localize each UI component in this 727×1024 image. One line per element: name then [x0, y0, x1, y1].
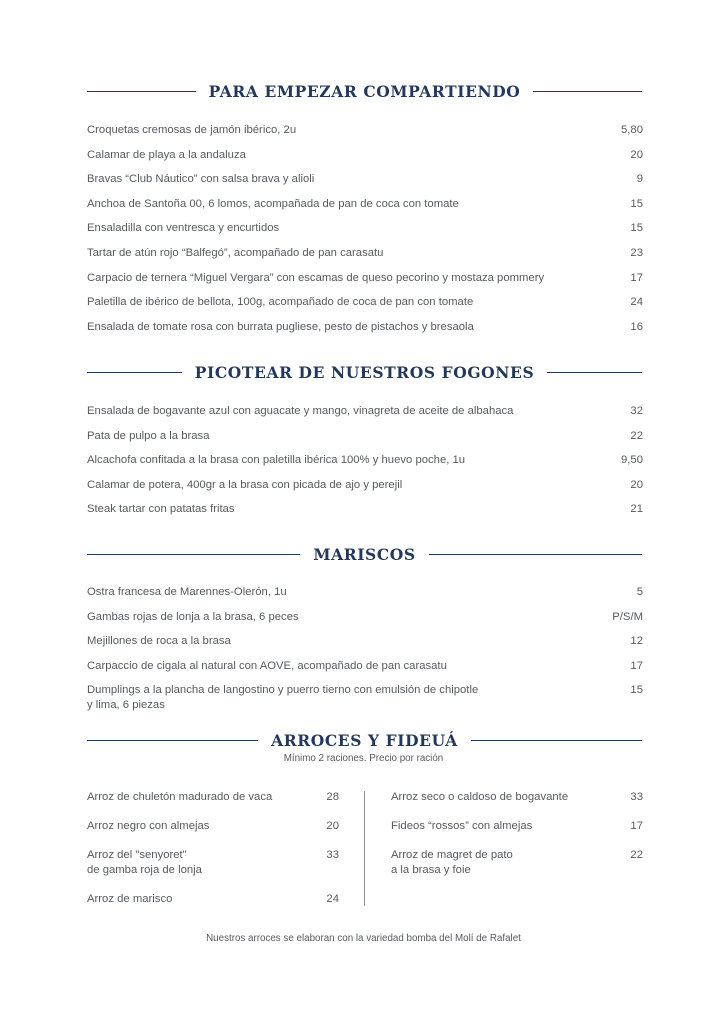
- dish-price: 20: [630, 478, 643, 491]
- menu-item: [87, 659, 643, 684]
- dish-name: Steak tartar con patatas fritas: [87, 503, 235, 516]
- dish-name: Arroz negro con almejas: [87, 820, 210, 833]
- divider: [87, 740, 258, 741]
- dish-price: 9,50: [621, 454, 643, 467]
- dish-name: Ostra francesa de Marennes-Olerón, 1u: [87, 586, 287, 598]
- dish-price: 22: [630, 429, 643, 442]
- menu-item: [87, 892, 339, 921]
- menu-list-mariscos: [87, 585, 643, 713]
- rice-list-left: [87, 790, 339, 922]
- dish-price: 17: [630, 271, 643, 284]
- dish-name: Croquetas cremosas de jamón ibérico, 2u: [87, 124, 297, 136]
- dish-name: Fideos “rossos” con almejas: [391, 820, 533, 833]
- dish-name: Ensalada de tomate rosa con burrata pugliese, pesto de pistachos y bresaola: [87, 320, 474, 333]
- divider: [87, 91, 196, 92]
- menu-item: [87, 320, 643, 345]
- dish-price: 21: [630, 503, 643, 516]
- menu-item: [87, 197, 643, 222]
- dish-price: 28: [326, 791, 339, 803]
- menu-item: [87, 790, 339, 819]
- dish-price: 24: [326, 893, 339, 906]
- dish-price: 5: [636, 586, 643, 598]
- section-header-para-empezar: [87, 82, 642, 101]
- menu-item: [87, 610, 643, 635]
- dish-name: Ensaladilla con ventresca y encurtidos: [87, 222, 280, 235]
- dish-name: Calamar de playa a la andaluza: [87, 148, 246, 161]
- dish-price: 33: [630, 791, 643, 803]
- dish-name: Alcachofa confitada a la brasa con paletilla ibérica 100% y huevo poche, 1u: [87, 454, 466, 467]
- dish-price: 20: [630, 148, 643, 161]
- menu-item: [87, 123, 643, 148]
- dish-name: Arroz seco o caldoso de bogavante: [391, 791, 569, 803]
- menu-item: [87, 271, 643, 296]
- dish-name: Ensalada de bogavante azul con aguacate y mango, vinagreta de aceite de albahaca: [87, 405, 514, 417]
- menu-item: [87, 404, 643, 429]
- section-header-mariscos: [87, 545, 642, 564]
- section-header-arroces: [87, 731, 642, 750]
- dish-name: Arroz del "senyoret" de gamba roja de lonja: [87, 849, 202, 877]
- menu-item: [87, 246, 643, 271]
- dish-name: Paletilla de ibérico de bellota, 100g, acompañado de coca de pan con tomate: [87, 296, 474, 309]
- menu-item: [87, 634, 643, 659]
- menu-item: [87, 819, 339, 848]
- dish-name: Calamar de potera, 400gr a la brasa con picada de ajo y perejil: [87, 478, 403, 491]
- dish-name: Arroz de chuletón madurado de vaca: [87, 791, 273, 803]
- section-title: MARISCOS: [313, 545, 416, 564]
- dish-price: 16: [630, 320, 643, 333]
- menu-item: [87, 585, 643, 610]
- divider: [429, 554, 642, 555]
- column-divider: [364, 791, 365, 906]
- menu-item: [391, 819, 643, 848]
- dish-price: 15: [630, 222, 643, 235]
- divider: [471, 740, 642, 741]
- menu-item: [87, 478, 643, 503]
- menu-item: [87, 848, 339, 892]
- section-title: ARROCES Y FIDEUÁ: [271, 731, 458, 750]
- dish-price: 17: [630, 820, 643, 833]
- menu-item: [87, 221, 643, 246]
- divider: [547, 372, 642, 373]
- menu-list-para-empezar: [87, 123, 643, 344]
- dish-name: Dumplings a la plancha de langostino y puerro tierno con emulsión de chipotle y lima, 6 piezas: [87, 684, 479, 712]
- menu-item: [87, 148, 643, 173]
- menu-item: [87, 172, 643, 197]
- dish-name: Mejillones de roca a la brasa: [87, 635, 231, 648]
- menu-item: [87, 295, 643, 320]
- dish-price: 9: [636, 173, 643, 186]
- menu-item: [87, 683, 643, 713]
- section-title: PICOTEAR DE NUESTROS FOGONES: [194, 363, 535, 382]
- dish-price: 24: [630, 296, 643, 309]
- dish-price: 23: [630, 246, 643, 259]
- dish-name: Gambas rojas de lonja a la brasa, 6 peces: [87, 610, 299, 623]
- dish-price: 5,80: [621, 124, 643, 136]
- dish-price: 33: [326, 849, 339, 862]
- dish-price: P/S/M: [612, 610, 643, 623]
- dish-name: Anchoa de Santoña 00, 6 lomos, acompañada de pan de coca con tomate: [87, 197, 459, 210]
- divider: [87, 372, 182, 373]
- divider: [533, 91, 642, 92]
- dish-name: Arroz de marisco: [87, 893, 173, 906]
- rice-list-right: [391, 790, 643, 892]
- dish-name: Arroz de magret de pato a la brasa y foie: [391, 849, 513, 877]
- dish-price: 15: [630, 684, 643, 697]
- dish-price: 15: [630, 197, 643, 210]
- dish-name: Pata de pulpo a la brasa: [87, 429, 210, 442]
- menu-item: [87, 429, 643, 454]
- dish-name: Tartar de atún rojo “Balfegó”, acompañado de pan carasatu: [87, 246, 384, 259]
- dish-name: Carpacio de ternera “Miguel Vergara” con escamas de queso pecorino y mostaza pommery: [87, 271, 545, 284]
- dish-price: 12: [630, 635, 643, 648]
- menu-item: [87, 453, 643, 478]
- rice-note: Mínimo 2 raciones. Precio por ración: [283, 753, 444, 764]
- menu-item: [87, 502, 643, 527]
- section-title: PARA EMPEZAR COMPARTIENDO: [208, 82, 521, 101]
- dish-price: 20: [326, 820, 339, 833]
- menu-list-picotear: [87, 404, 643, 527]
- menu-item: [391, 848, 643, 892]
- dish-name: Bravas “Club Náutico” con salsa brava y alioli: [87, 173, 315, 186]
- section-header-picotear: [87, 363, 642, 382]
- dish-name: Carpaccio de cigala al natural con AOVE, acompañado de pan carasatu: [87, 659, 447, 672]
- dish-price: 17: [630, 659, 643, 672]
- menu-item: [391, 790, 643, 819]
- divider: [87, 554, 300, 555]
- dish-price: 32: [630, 405, 643, 417]
- dish-price: 22: [630, 849, 643, 862]
- rice-footer-note: Nuestros arroces se elaboran con la variedad bomba del Molí de Rafalet: [206, 933, 521, 944]
